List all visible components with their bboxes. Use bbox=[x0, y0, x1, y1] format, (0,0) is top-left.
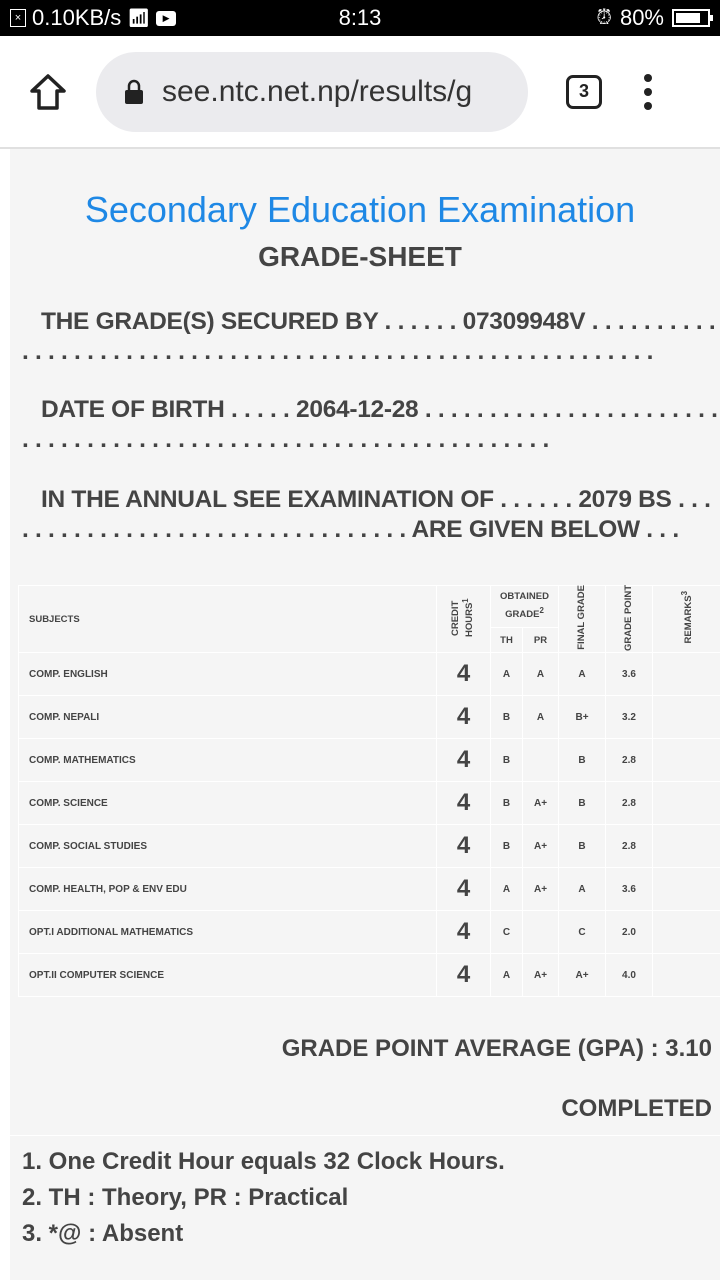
grade-point-cell: 3.6 bbox=[606, 868, 653, 911]
final-grade-cell: B bbox=[559, 782, 606, 825]
label: IN THE ANNUAL SEE EXAMINATION OF bbox=[41, 486, 494, 513]
theory-grade-cell: B bbox=[491, 825, 523, 868]
header-final-grade: FINAL GRADE bbox=[559, 586, 606, 653]
remarks-cell bbox=[653, 653, 720, 696]
credit-hours-cell: 4 bbox=[437, 653, 491, 696]
credit-hours-cell: 4 bbox=[437, 911, 491, 954]
gpa: GRADE POINT AVERAGE (GPA) : 3.10 bbox=[281, 1035, 712, 1062]
grade-point-cell: 4.0 bbox=[606, 954, 653, 997]
final-grade-cell: B bbox=[559, 739, 606, 782]
credit-hours-cell: 4 bbox=[437, 825, 491, 868]
clock: 8:13 bbox=[338, 5, 382, 30]
subject-cell: COMP. ENGLISH bbox=[19, 653, 437, 696]
remarks-cell bbox=[653, 825, 720, 868]
remarks-cell bbox=[653, 911, 720, 954]
credit-hours-cell: 4 bbox=[437, 868, 491, 911]
grade-point-cell: 2.8 bbox=[606, 739, 653, 782]
credit-hours-cell: 4 bbox=[437, 696, 491, 739]
battery-icon bbox=[672, 9, 710, 27]
subject-cell: OPT.II COMPUTER SCIENCE bbox=[19, 954, 437, 997]
grade-sheet bbox=[10, 149, 720, 1280]
practical-grade-cell: A bbox=[523, 696, 559, 739]
subject-cell: COMP. MATHEMATICS bbox=[19, 739, 437, 782]
theory-grade-cell: B bbox=[491, 739, 523, 782]
header-grade-point: GRADE POINT bbox=[606, 586, 653, 653]
practical-grade-cell bbox=[523, 911, 559, 954]
remarks-cell bbox=[653, 954, 720, 997]
header-remarks: REMARKS$^3$ bbox=[653, 586, 720, 653]
header-pr: PR bbox=[523, 628, 559, 653]
footnote: 1. One Credit Hour equals 32 Clock Hours. bbox=[22, 1148, 505, 1175]
table-row bbox=[19, 954, 720, 997]
label: DATE OF BIRTH bbox=[41, 396, 225, 423]
dots: . . . . . . . . . . . . . . . . . . . . . . . . . . . . . . . . . . . . . . . . . . . . . . . . . . . . . . . . . . . . . . . . bbox=[22, 396, 718, 453]
tab-switcher-button[interactable]: 3 bbox=[566, 75, 602, 109]
date-of-birth: 2064-12-28 bbox=[296, 396, 419, 423]
table-row bbox=[19, 911, 720, 954]
practical-grade-cell: A+ bbox=[523, 782, 559, 825]
subject-cell: COMP. SOCIAL STUDIES bbox=[19, 825, 437, 868]
final-grade-cell: A bbox=[559, 868, 606, 911]
practical-grade-cell bbox=[523, 739, 559, 782]
subject-cell: OPT.I ADDITIONAL MATHEMATICS bbox=[19, 911, 437, 954]
remarks-cell bbox=[653, 782, 720, 825]
theory-grade-cell: A bbox=[491, 653, 523, 696]
credit-hours-cell: 4 bbox=[437, 782, 491, 825]
theory-grade-cell: A bbox=[491, 954, 523, 997]
table-row bbox=[19, 868, 720, 911]
header-obtained-grade: OBTAINED GRADE$^2$ bbox=[491, 586, 559, 628]
table-row bbox=[19, 825, 720, 868]
home-icon bbox=[29, 73, 67, 111]
header-subjects: SUBJECTS bbox=[19, 586, 437, 653]
result-status: COMPLETED bbox=[561, 1095, 712, 1122]
final-grade-cell: C bbox=[559, 911, 606, 954]
table-row bbox=[19, 653, 720, 696]
remarks-cell bbox=[653, 868, 720, 911]
page-subtitle: GRADE-SHEET bbox=[258, 241, 462, 272]
symbol-number: 07309948V bbox=[462, 308, 586, 335]
final-grade-cell: A bbox=[559, 653, 606, 696]
browser-toolbar bbox=[0, 36, 720, 149]
grades-table bbox=[18, 585, 720, 997]
wifi-icon: 📶︎ bbox=[127, 7, 151, 28]
final-grade-cell: B bbox=[559, 825, 606, 868]
theory-grade-cell: B bbox=[491, 782, 523, 825]
grade-point-cell: 3.2 bbox=[606, 696, 653, 739]
subject-cell: COMP. HEALTH, POP & ENV EDU bbox=[19, 868, 437, 911]
final-grade-cell: A+ bbox=[559, 954, 606, 997]
subject-cell: COMP. SCIENCE bbox=[19, 782, 437, 825]
dots: . . . . . . bbox=[378, 308, 463, 335]
remarks-cell bbox=[653, 696, 720, 739]
dots: . . . . . . . . . . . . . . . . . . . . . . . . . . . . . . . . . . . . . . . . . . . . . . . . . . . . . . . . . . . bbox=[22, 308, 716, 365]
theory-grade-cell: C bbox=[491, 911, 523, 954]
grade-point-cell: 2.8 bbox=[606, 782, 653, 825]
dots: . . . bbox=[639, 516, 679, 543]
dots: . . . . . . bbox=[493, 486, 579, 513]
final-grade-cell: B+ bbox=[559, 696, 606, 739]
header-th: TH bbox=[491, 628, 523, 653]
footnote: 3. *@ : Absent bbox=[22, 1220, 184, 1247]
remarks-cell bbox=[653, 739, 720, 782]
practical-grade-cell: A+ bbox=[523, 825, 559, 868]
grade-point-cell: 2.0 bbox=[606, 911, 653, 954]
battery-percent: 80% bbox=[619, 5, 664, 30]
no-sim-icon: × bbox=[10, 9, 26, 27]
youtube-icon: ▶ bbox=[156, 11, 176, 26]
url-bar[interactable] bbox=[96, 52, 528, 132]
table-row bbox=[19, 739, 720, 782]
label: THE GRADE(S) SECURED BY bbox=[41, 308, 379, 335]
dob-line bbox=[22, 395, 720, 455]
credit-hours-cell: 4 bbox=[437, 954, 491, 997]
header-credit-hours: CREDIT HOURS$^1$ bbox=[437, 586, 491, 653]
url-text: see.ntc.net.np/results/g bbox=[162, 74, 473, 108]
page-title: Secondary Education Examination bbox=[84, 189, 636, 230]
status-bar bbox=[0, 0, 720, 36]
theory-grade-cell: A bbox=[491, 868, 523, 911]
network-speed: 0.10KB/s bbox=[32, 5, 122, 30]
more-menu-button[interactable] bbox=[644, 74, 652, 110]
dots: . . . . . bbox=[224, 396, 297, 423]
secured-by-line bbox=[22, 307, 720, 367]
table-row bbox=[19, 782, 720, 825]
credit-hours-cell: 4 bbox=[437, 739, 491, 782]
practical-grade-cell: A+ bbox=[523, 868, 559, 911]
dots: . . . . . . . . . . . . . . . . . . . . . . . . . . . . . . . . . bbox=[22, 486, 711, 543]
alarm-icon: ⏰︎ bbox=[596, 6, 612, 29]
home-button[interactable] bbox=[0, 73, 96, 111]
practical-grade-cell: A+ bbox=[523, 954, 559, 997]
exam-year: 2079 BS bbox=[578, 486, 672, 513]
given-below: ARE GIVEN BELOW bbox=[411, 516, 640, 543]
grade-point-cell: 2.8 bbox=[606, 825, 653, 868]
practical-grade-cell: A bbox=[523, 653, 559, 696]
subject-cell: COMP. NEPALI bbox=[19, 696, 437, 739]
lock-icon bbox=[124, 79, 144, 105]
footnote: 2. TH : Theory, PR : Practical bbox=[22, 1184, 349, 1211]
table-row bbox=[19, 696, 720, 739]
grade-point-cell: 3.6 bbox=[606, 653, 653, 696]
theory-grade-cell: B bbox=[491, 696, 523, 739]
footnotes bbox=[10, 1135, 720, 1252]
exam-line bbox=[22, 485, 720, 545]
